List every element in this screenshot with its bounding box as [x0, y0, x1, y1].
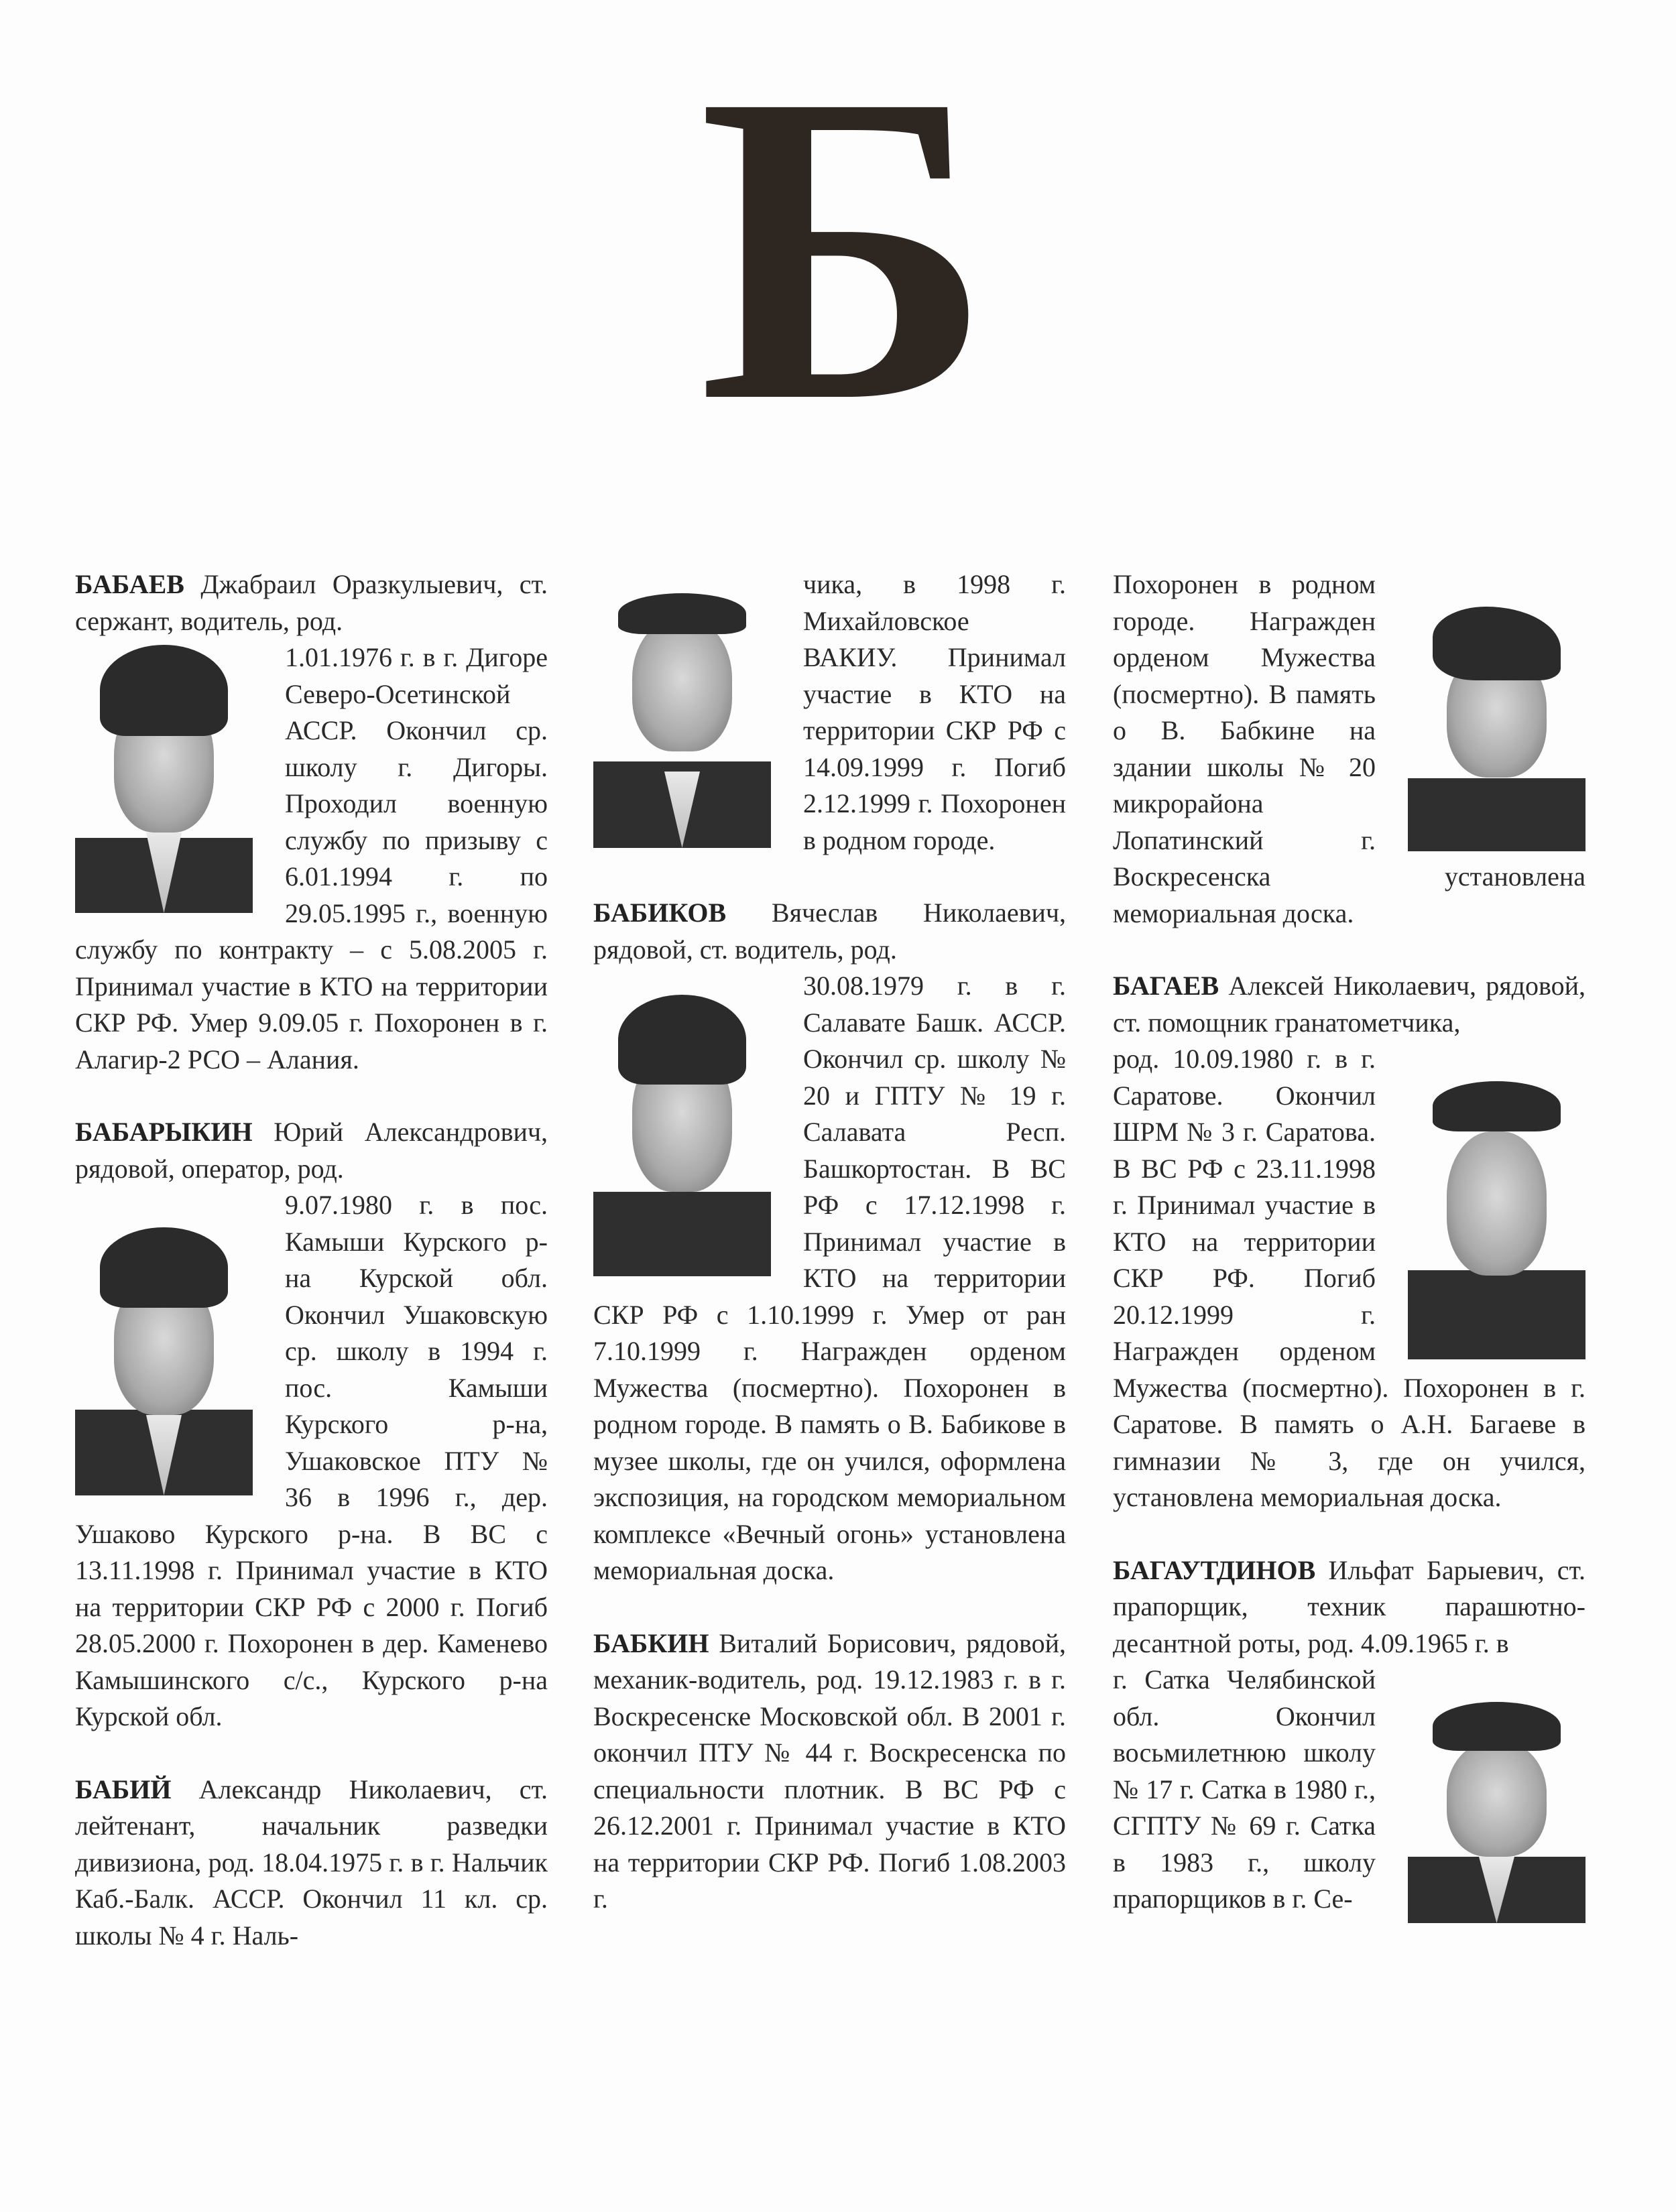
- entry-intro: Алексей Николаевич, рядовой, ст. помощник гранатометчика,: [1113, 971, 1585, 1038]
- entry-babarykin: [75, 1114, 548, 1735]
- entry-body: род. 10.09.1980 г. в г. Саратове. Окончил ШРМ № 3 г. Саратова. В ВС РФ с 23.11.1998 г. Принимал участие в КТО на территории СКР РФ. Погиб 20.12.1999 г. Награжден орденом Мужества (посмертно). Похоронен в г. Саратове. В память о А.Н. Багаеве в гимназии № 3, где он учился, установлена мемориальная доска.: [1113, 1044, 1585, 1512]
- entry-body: 30.08.1979 г. в г. Салавате Башк. АССР. Окончил ср. школу № 20 и ГПТУ № 19 г. Салавата Респ. Башкортостан. В ВС РФ с 17.12.1998 г. Принимал участие в КТО на территории СКР РФ с 1.10.1999 г. Умер от ран 7.10.1999 г. Награжден орденом Мужества (посмертно). Похоронен в родном городе. В память о В. Бабикове в музее школы, где он учился, оформлена экспозиция, на городском мемориальном комплексе «Вечный огонь» установлена мемориальная доска.: [593, 971, 1066, 1585]
- entry-body: Похоронен в родном городе. Награжден орденом Мужества (посмертно). В память о В. Бабкине на здании школы № 20 микрорайона Лопатинский г. Воскресенска установлена мемориальная доска.: [1113, 569, 1585, 928]
- section-letter: Б: [698, 3, 992, 493]
- entry-body: г. Сатка Челябинской обл. Окончил восьмилетнюю школу № 17 г. Сатка в 1980 г., СГПТУ № 69 г. Сатка в 1983 г., школу прапорщиков в г. Се-: [1113, 1664, 1376, 1914]
- entry-intro: Юрий Александрович, рядовой, оператор, род.: [75, 1117, 548, 1184]
- entry-surname: БАБКИН: [593, 1627, 709, 1658]
- entry-babkin: [593, 1625, 1066, 1918]
- entry-babaev: [75, 566, 548, 1078]
- entry-surname: БАБИКОВ: [593, 898, 727, 928]
- column-3: [1113, 566, 1585, 1930]
- entry-intro: Виталий Борисович, рядовой, механик-водитель, род. 19.12.1983 г. в г. Воскресенске Московской обл. В 2001 г. окончил ПТУ № 44 г. Воскресенска по специальности плотник. В ВС РФ с 26.12.2001 г. Принимал участие в КТО на территории СКР РФ. Погиб 1.08.2003 г.: [593, 1627, 1066, 1914]
- entry-body: 9.07.1980 г. в пос. Камыши Курского р-на Курской обл. Окончил Ушаковскую ср. школу в 1994 г. пос. Камыши Курского р-на, Ушаковское ПТУ № 36 в 1996 г., дер. Ушаково Курского р-на. В ВС с 13.11.1998 г. Принимал участие в КТО на территории СКР РФ с 2000 г. Погиб 28.05.2000 г. Похоронен в дер. Каменево Камышинского с/с., Курского р-на Курской обл.: [75, 1190, 548, 1731]
- portrait-photo: [1408, 1702, 1585, 1923]
- entry-surname: БАГАЕВ: [1113, 971, 1219, 1001]
- portrait-photo: [75, 1227, 253, 1495]
- column-1: [75, 566, 548, 1954]
- entry-bagautdinov: [1113, 1552, 1585, 1930]
- entry-surname: БАБАЕВ: [75, 569, 184, 599]
- entry-continuation: [1113, 566, 1585, 932]
- entry-surname: БАБАРЫКИН: [75, 1117, 253, 1147]
- entry-body: чика, в 1998 г. Михайловское ВАКИУ. Принимал участие в КТО на территории СКР РФ с 14.09.1999 г. Погиб 2.12.1999 г. Похоронен в родном городе.: [803, 569, 1066, 855]
- column-2: [593, 566, 1066, 1918]
- entry-intro: Ильфат Барыевич, ст. прапорщик, техник парашютно-десантной роты, род. 4.09.1965 г. в: [1113, 1554, 1585, 1658]
- entry-intro: Александр Николаевич, ст. лейтенант, начальник разведки дивизиона, род. 18.04.1975 г. в г. Нальчик Каб.-Балк. АССР. Окончил 11 кл. ср. школы № 4 г. Наль-: [75, 1774, 548, 1951]
- entry-surname: БАБИЙ: [75, 1774, 172, 1804]
- entry-intro: Джабраил Оразкулыевич, ст. сержант, водитель, род.: [75, 569, 548, 636]
- entry-babikov: [593, 895, 1066, 1589]
- entry-babiy: [75, 1772, 548, 1955]
- portrait-photo: [75, 645, 253, 913]
- portrait-photo: [1408, 1081, 1585, 1359]
- entry-surname: БАГАУТДИНОВ: [1113, 1554, 1316, 1585]
- portrait-photo: [593, 995, 771, 1276]
- entry-bagaev: [1113, 968, 1585, 1516]
- portrait-photo: [593, 593, 771, 848]
- entry-intro: Вячеслав Николаевич, рядовой, ст. водитель, род.: [593, 898, 1066, 965]
- entry-continuation: [593, 566, 1066, 859]
- portrait-photo: [1408, 607, 1585, 851]
- entry-body: 1.01.1976 г. в г. Дигоре Северо-Осетинской АССР. Окончил ср. школу г. Дигоры. Проходил военную службу по призыву с 6.01.1994 г. по 29.05.1995 г., военную службу по контракту – с 5.08.2005 г. Принимал участие в КТО на территории СКР РФ. Умер 9.09.05 г. Похоронен в г. Алагир-2 РСО – Алания.: [75, 642, 548, 1074]
